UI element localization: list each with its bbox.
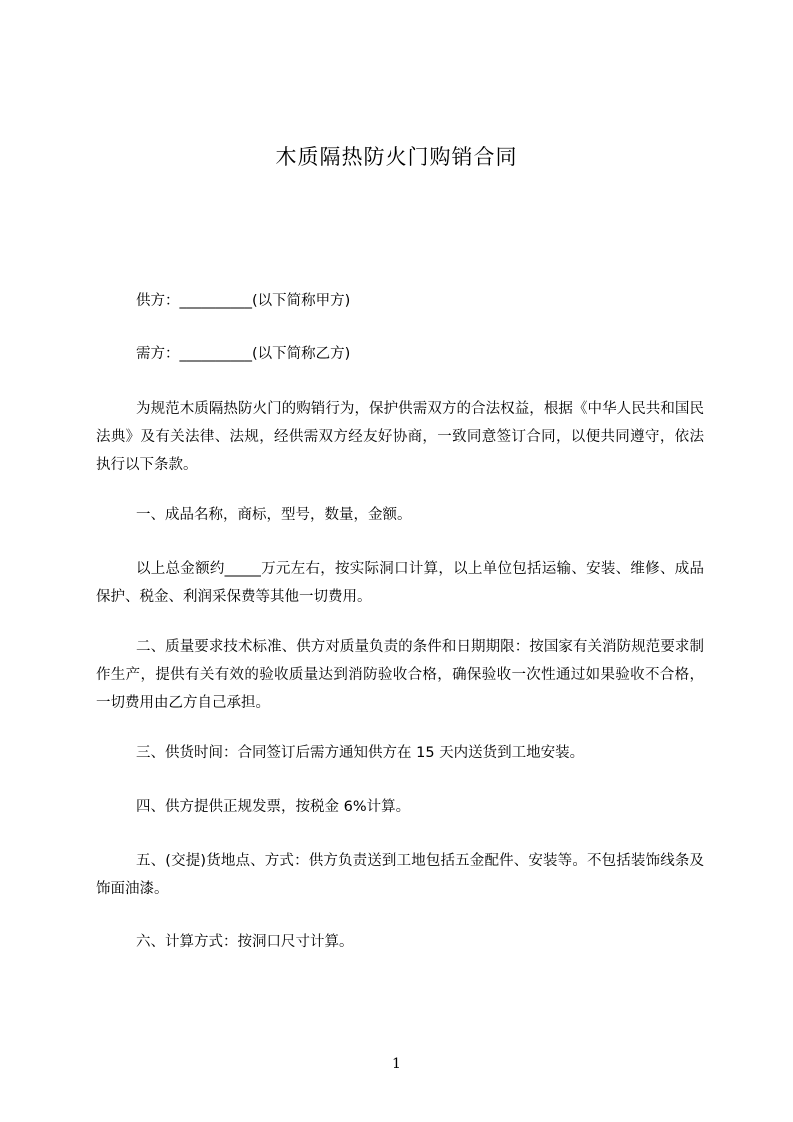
clause-4-invoice: 四、供方提供正规发票，按税金 6%计算。 (136, 799, 411, 815)
clause-1-heading: 一、成品名称，商标，型号，数量，金额。 (136, 507, 412, 523)
page-number: 1 (392, 1056, 401, 1072)
clause-1-detail: 以上总金额约_____万元左右，按实际洞口计算，以上单位包括运输、安装、维修、成品保护、税金、利润采保费等其他一切费用。 (96, 561, 704, 605)
clause-5-delivery-place: 五、(交提)货地点、方式：供方负责送到工地包括五金配件、安装等。不包括装饰线条及饰面油漆。 (96, 853, 704, 897)
buyer-line: 需方：__________(以下简称乙方) (136, 346, 351, 362)
document-title: 木质隔热防火门购销合同 (275, 145, 518, 169)
clause-2-quality: 二、质量要求技术标准、供方对质量负责的条件和日期期限：按国家有关消防规范要求制作生产，提供有关有效的验收质量达到消防验收合格，确保验收一次性通过如果验收不合格，一切费用由乙方自己承担。 (96, 639, 704, 711)
clause-3-delivery-time: 三、供货时间：合同签订后需方通知供方在 15 天内送货到工地安装。 (136, 745, 585, 761)
preamble-paragraph: 为规范木质隔热防火门的购销行为，保护供需双方的合法权益，根据《中华人民共和国民法典》及有关法律、法规，经供需双方经友好协商，一致同意签订合同，以便共同遵守，依法执行以下条款。 (96, 401, 704, 473)
supplier-line: 供方：__________(以下简称甲方) (136, 293, 351, 309)
clause-6-calculation: 六、计算方式：按洞口尺寸计算。 (136, 934, 354, 950)
